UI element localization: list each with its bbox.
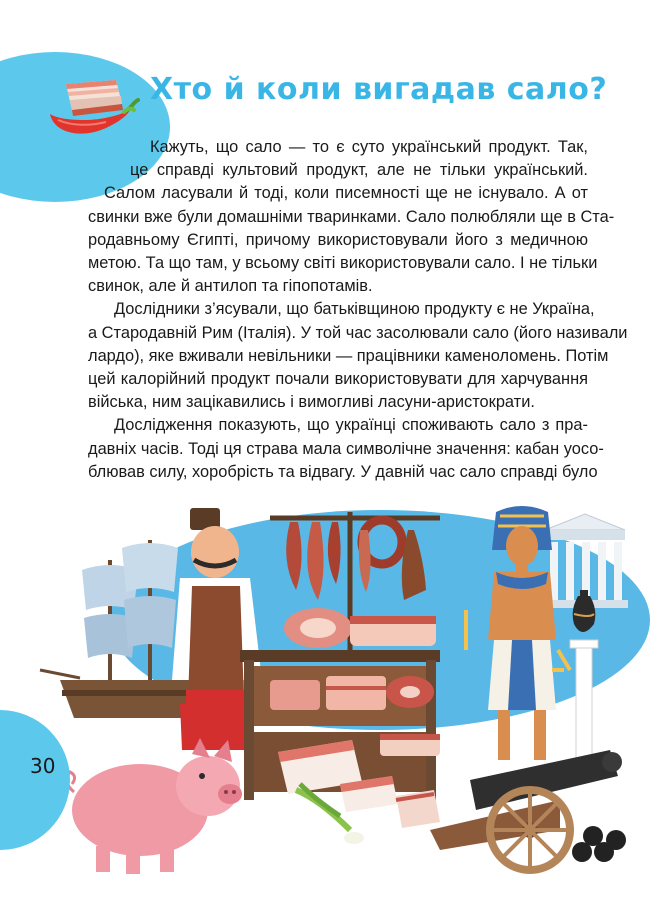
text-line: а Стародавній Рим (Італія). У той час засолювали сало (його називали: [88, 323, 628, 342]
text-line: Дослідники з’ясували, що батьківщиною продукту є не Україна,: [114, 300, 595, 319]
text-line: родавньому Єгипті, причому використовували його з медичною: [88, 230, 588, 249]
text-line: свинки вже були домашніми тваринками. Сало полюбляли ще в Ста-: [88, 207, 615, 226]
cannonballs: [572, 826, 626, 862]
page-title: Хто й коли вигадав сало?: [150, 72, 608, 107]
text-line: метою. Та що там, у всьому світі використовували сало. І не тільки: [88, 254, 598, 273]
text-line: Дослідження показують, що українці споживають сало з пра-: [114, 416, 588, 435]
cannon: [430, 750, 622, 870]
text-line: Салом ласували й тоді, коли писемності ще не існувало. А от: [104, 184, 588, 203]
text-line: блював силу, хоробрість та відвагу. У давній час сало справді було: [88, 462, 598, 481]
history-illustration: [0, 500, 650, 900]
pig: [67, 738, 242, 874]
text-line: свинок, але й антилоп та гіпопотамів.: [88, 277, 373, 296]
text-line: Кажуть, що сало — то є суто український продукт. Так,: [150, 138, 588, 156]
article-text: [88, 136, 628, 484]
text-line: цей калорійний продукт почали використовувати для харчування: [88, 370, 588, 389]
text-line: лардо), яке вживали невільники — працівники каменоломень. Потім: [88, 346, 609, 365]
text-line: війська, ним зацікавились і вимогливі ласуни-аристократи.: [88, 393, 535, 412]
page-number: 30: [30, 754, 56, 778]
salo-slab: [66, 80, 123, 116]
text-line: давніх часів. Тоді ця страва мала символічне значення: кабан уосо-: [88, 439, 604, 458]
text-line: це справді культовий продукт, але не тільки український.: [130, 161, 588, 180]
